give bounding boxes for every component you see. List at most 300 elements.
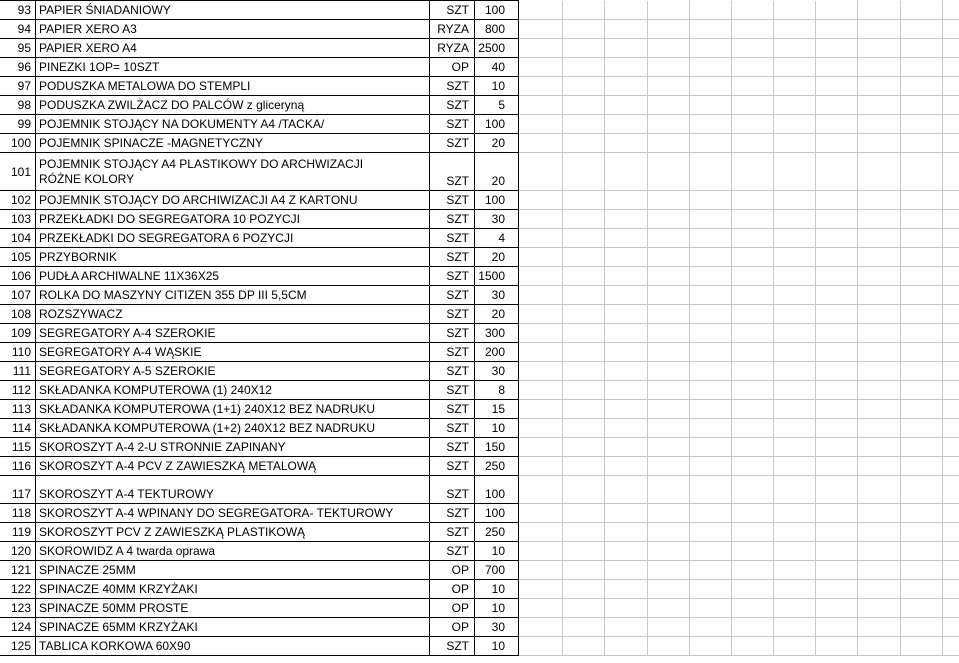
grid-cell [563,267,605,286]
grid-cell [774,419,816,438]
grid-cell [563,77,605,96]
cell-name: PRZEKŁADKI DO SEGREGATORA 6 POZYCJI [36,229,430,248]
cell-unit: SZT [430,542,475,561]
cell-name: PINEZKI 1OP= 10SZT [36,58,430,77]
grid-cell [605,1,648,20]
cell-name: PRZYBORNIK [36,248,430,267]
grid-cell [732,305,774,324]
grid-cell [901,39,943,58]
grid-cell [816,58,858,77]
grid-cell [519,599,563,618]
grid-cell [732,618,774,637]
table-row [0,599,959,618]
cell-number: 119 [0,523,36,542]
cell-number: 122 [0,580,36,599]
table-row [0,618,959,637]
grid-cell [648,286,690,305]
grid-cell [690,637,732,656]
grid-cell [774,561,816,580]
cell-number: 110 [0,343,36,362]
cell-quantity: 30 [475,286,519,305]
grid-cell [732,20,774,39]
cell-name: SKOROSZYT PCV Z ZAWIESZKĄ PLASTIKOWĄ [36,523,430,542]
grid-cell [648,153,690,191]
grid-cell [690,381,732,400]
grid-cell [943,523,959,542]
grid-cell [901,381,943,400]
grid-cell [858,419,901,438]
cell-quantity: 40 [475,58,519,77]
grid-cell [858,305,901,324]
grid-cell [519,248,563,267]
table-row [0,286,959,305]
grid-cell [690,210,732,229]
cell-quantity: 20 [475,305,519,324]
grid-cell [648,476,690,504]
cell-unit: OP [430,599,475,618]
cell-quantity: 30 [475,210,519,229]
grid-cell [943,286,959,305]
grid-cell [519,115,563,134]
grid-cell [816,324,858,343]
grid-cell [563,476,605,504]
grid-cell [690,400,732,419]
grid-cell [901,542,943,561]
grid-cell [774,153,816,191]
grid-cell [563,504,605,523]
grid-cell [690,267,732,286]
grid-cell [774,476,816,504]
grid-cell [901,210,943,229]
grid-cell [648,20,690,39]
grid-cell [943,561,959,580]
grid-cell [690,191,732,210]
grid-cell [563,542,605,561]
cell-name: TABLICA KORKOWA 60X90 [36,637,430,656]
table-row [0,210,959,229]
grid-cell [901,305,943,324]
cell-name: SPINACZE 65MM KRZYŻAKI [36,618,430,637]
grid-cell [816,561,858,580]
cell-quantity: 5 [475,96,519,115]
cell-quantity: 300 [475,324,519,343]
grid-cell [605,599,648,618]
grid-cell [901,561,943,580]
grid-cell [563,229,605,248]
grid-cell [774,286,816,305]
cell-name: SKOROSZYT A-4 2-U STRONNIE ZAPINANY [36,438,430,457]
grid-cell [563,523,605,542]
cell-name: POJEMNIK STOJĄCY DO ARCHIWIZACJI A4 Z KARTONU [36,191,430,210]
grid-cell [605,96,648,115]
grid-cell [816,637,858,656]
grid-cell [690,542,732,561]
cell-unit: OP [430,580,475,599]
grid-cell [732,248,774,267]
grid-cell [732,580,774,599]
cell-number: 98 [0,96,36,115]
grid-cell [648,618,690,637]
grid-cell [519,229,563,248]
grid-cell [943,580,959,599]
grid-cell [519,58,563,77]
grid-cell [563,191,605,210]
grid-cell [943,229,959,248]
grid-cell [774,523,816,542]
table-row [0,419,959,438]
cell-name: SPINACZE 40MM KRZYŻAKI [36,580,430,599]
cell-unit: OP [430,618,475,637]
cell-quantity: 30 [475,618,519,637]
grid-cell [858,637,901,656]
cell-name: PODUSZKA METALOWA DO STEMPLI [36,77,430,96]
cell-quantity: 800 [475,20,519,39]
grid-cell [858,20,901,39]
grid-cell [648,542,690,561]
grid-cell [648,637,690,656]
cell-quantity: 700 [475,561,519,580]
cell-unit: SZT [430,637,475,656]
cell-number: 115 [0,438,36,457]
grid-cell [901,504,943,523]
cell-unit: SZT [430,191,475,210]
grid-cell [732,77,774,96]
grid-cell [858,476,901,504]
grid-cell [732,476,774,504]
cell-name: POJEMNIK STOJĄCY NA DOKUMENTY A4 /TACKA/ [36,115,430,134]
grid-cell [816,286,858,305]
grid-cell [816,77,858,96]
grid-cell [605,523,648,542]
grid-cell [690,134,732,153]
cell-number: 99 [0,115,36,134]
grid-cell [901,1,943,20]
grid-cell [774,229,816,248]
grid-cell [816,504,858,523]
grid-cell [690,419,732,438]
grid-cell [605,637,648,656]
grid-cell [943,381,959,400]
cell-unit: OP [430,58,475,77]
grid-cell [563,599,605,618]
cell-unit: SZT [430,229,475,248]
grid-cell [816,381,858,400]
grid-cell [858,362,901,381]
grid-cell [519,1,563,20]
grid-cell [690,457,732,476]
grid-cell [943,637,959,656]
grid-cell [648,419,690,438]
grid-cell [519,523,563,542]
grid-cell [901,618,943,637]
grid-cell [519,324,563,343]
grid-cell [901,400,943,419]
cell-number: 100 [0,134,36,153]
grid-cell [648,305,690,324]
grid-cell [648,58,690,77]
table-row [0,248,959,267]
grid-cell [605,286,648,305]
grid-cell [943,58,959,77]
grid-cell [943,343,959,362]
table-row [0,267,959,286]
grid-cell [519,362,563,381]
grid-cell [605,580,648,599]
grid-cell [943,419,959,438]
grid-cell [943,115,959,134]
table-row [0,1,959,20]
cell-name: SKOROSZYT A-4 PCV Z ZAWIESZKĄ METALOWĄ [36,457,430,476]
grid-cell [690,476,732,504]
grid-cell [605,381,648,400]
table-row [0,561,959,580]
cell-number: 113 [0,400,36,419]
grid-cell [943,504,959,523]
grid-cell [774,96,816,115]
cell-quantity: 20 [475,248,519,267]
cell-number: 125 [0,637,36,656]
table-row [0,20,959,39]
grid-cell [816,134,858,153]
grid-cell [519,438,563,457]
grid-cell [858,523,901,542]
grid-cell [519,618,563,637]
grid-cell [519,39,563,58]
grid-cell [648,580,690,599]
table-row [0,542,959,561]
table-row [0,438,959,457]
cell-number: 124 [0,618,36,637]
cell-unit: RYZA [430,20,475,39]
cell-unit: SZT [430,419,475,438]
cell-unit: SZT [430,115,475,134]
grid-cell [605,305,648,324]
grid-cell [816,248,858,267]
grid-cell [732,229,774,248]
grid-cell [774,324,816,343]
grid-cell [563,115,605,134]
grid-cell [690,20,732,39]
grid-cell [563,20,605,39]
grid-cell [943,210,959,229]
grid-cell [774,267,816,286]
cell-number: 104 [0,229,36,248]
grid-cell [732,419,774,438]
grid-cell [732,286,774,305]
grid-cell [732,381,774,400]
grid-cell [943,191,959,210]
grid-cell [943,362,959,381]
grid-cell [605,542,648,561]
grid-cell [690,39,732,58]
grid-cell [690,305,732,324]
grid-cell [901,134,943,153]
grid-cell [774,542,816,561]
grid-cell [858,191,901,210]
grid-cell [690,618,732,637]
cell-unit: SZT [430,400,475,419]
cell-name: SPINACZE 25MM [36,561,430,580]
grid-cell [943,1,959,20]
grid-cell [605,134,648,153]
grid-cell [774,618,816,637]
cell-quantity: 100 [475,504,519,523]
grid-cell [774,438,816,457]
grid-cell [816,39,858,58]
table-row [0,457,959,476]
grid-cell [816,343,858,362]
grid-cell [563,618,605,637]
grid-cell [605,419,648,438]
grid-cell [858,134,901,153]
grid-cell [858,1,901,20]
grid-cell [901,58,943,77]
grid-cell [648,457,690,476]
grid-cell [816,115,858,134]
grid-cell [605,191,648,210]
cell-unit: SZT [430,343,475,362]
grid-cell [816,153,858,191]
grid-cell [648,381,690,400]
cell-quantity: 10 [475,580,519,599]
grid-cell [519,20,563,39]
grid-cell [858,210,901,229]
grid-cell [648,343,690,362]
cell-number: 103 [0,210,36,229]
grid-cell [648,229,690,248]
grid-cell [605,267,648,286]
cell-name: ROLKA DO MASZYNY CITIZEN 355 DP III 5,5CM [36,286,430,305]
grid-cell [816,542,858,561]
grid-cell [901,248,943,267]
grid-cell [816,618,858,637]
grid-cell [519,400,563,419]
cell-quantity: 20 [475,134,519,153]
grid-cell [605,248,648,267]
grid-cell [605,324,648,343]
grid-cell [690,77,732,96]
cell-quantity: 250 [475,457,519,476]
cell-unit: SZT [430,286,475,305]
grid-cell [648,267,690,286]
grid-cell [648,191,690,210]
grid-cell [901,523,943,542]
grid-cell [519,504,563,523]
grid-cell [732,457,774,476]
cell-number: 101 [0,153,36,191]
grid-cell [774,39,816,58]
grid-cell [519,637,563,656]
grid-cell [943,305,959,324]
grid-cell [816,599,858,618]
grid-cell [648,599,690,618]
grid-cell [774,381,816,400]
grid-cell [605,362,648,381]
grid-cell [901,580,943,599]
grid-cell [690,248,732,267]
grid-cell [690,324,732,343]
cell-unit: OP [430,561,475,580]
grid-cell [519,210,563,229]
cell-number: 114 [0,419,36,438]
cell-quantity: 15 [475,400,519,419]
grid-cell [774,599,816,618]
cell-name: PAPIER XERO A3 [36,20,430,39]
cell-quantity: 2500 [475,39,519,58]
grid-cell [732,542,774,561]
grid-cell [774,580,816,599]
grid-cell [901,267,943,286]
grid-cell [605,400,648,419]
grid-cell [563,58,605,77]
grid-cell [563,580,605,599]
grid-cell [690,599,732,618]
grid-cell [732,324,774,343]
grid-cell [858,153,901,191]
cell-number: 96 [0,58,36,77]
table-row [0,637,959,656]
grid-cell [563,561,605,580]
grid-cell [563,457,605,476]
grid-cell [901,115,943,134]
grid-cell [732,343,774,362]
table-row [0,504,959,523]
grid-cell [943,134,959,153]
grid-cell [605,20,648,39]
grid-cell [943,153,959,191]
table-row [0,191,959,210]
cell-name: POJEMNIK STOJĄCY A4 PLASTIKOWY DO ARCHWIZACJI RÓŻNE KOLORY [36,153,430,191]
grid-cell [690,362,732,381]
grid-cell [519,96,563,115]
cell-unit: SZT [430,153,475,191]
grid-cell [605,504,648,523]
grid-cell [732,637,774,656]
cell-unit: SZT [430,438,475,457]
grid-cell [816,96,858,115]
grid-cell [690,153,732,191]
table-row [0,362,959,381]
cell-unit: SZT [430,381,475,400]
grid-cell [605,210,648,229]
grid-cell [901,343,943,362]
cell-number: 108 [0,305,36,324]
grid-cell [648,504,690,523]
grid-cell [943,324,959,343]
grid-cell [901,438,943,457]
cell-quantity: 30 [475,362,519,381]
grid-cell [816,400,858,419]
cell-unit: SZT [430,267,475,286]
cell-name: SKOROSZYT A-4 WPINANY DO SEGREGATORA- TEKTUROWY [36,504,430,523]
grid-cell [690,504,732,523]
grid-cell [732,362,774,381]
grid-cell [901,419,943,438]
grid-cell [519,561,563,580]
cell-quantity: 10 [475,419,519,438]
cell-name: SEGREGATORY A-4 WĄSKIE [36,343,430,362]
grid-cell [563,1,605,20]
grid-cell [858,77,901,96]
cell-number: 120 [0,542,36,561]
grid-cell [690,58,732,77]
grid-cell [732,58,774,77]
grid-cell [858,457,901,476]
cell-unit: SZT [430,504,475,523]
grid-cell [605,115,648,134]
cell-quantity: 4 [475,229,519,248]
grid-cell [605,343,648,362]
